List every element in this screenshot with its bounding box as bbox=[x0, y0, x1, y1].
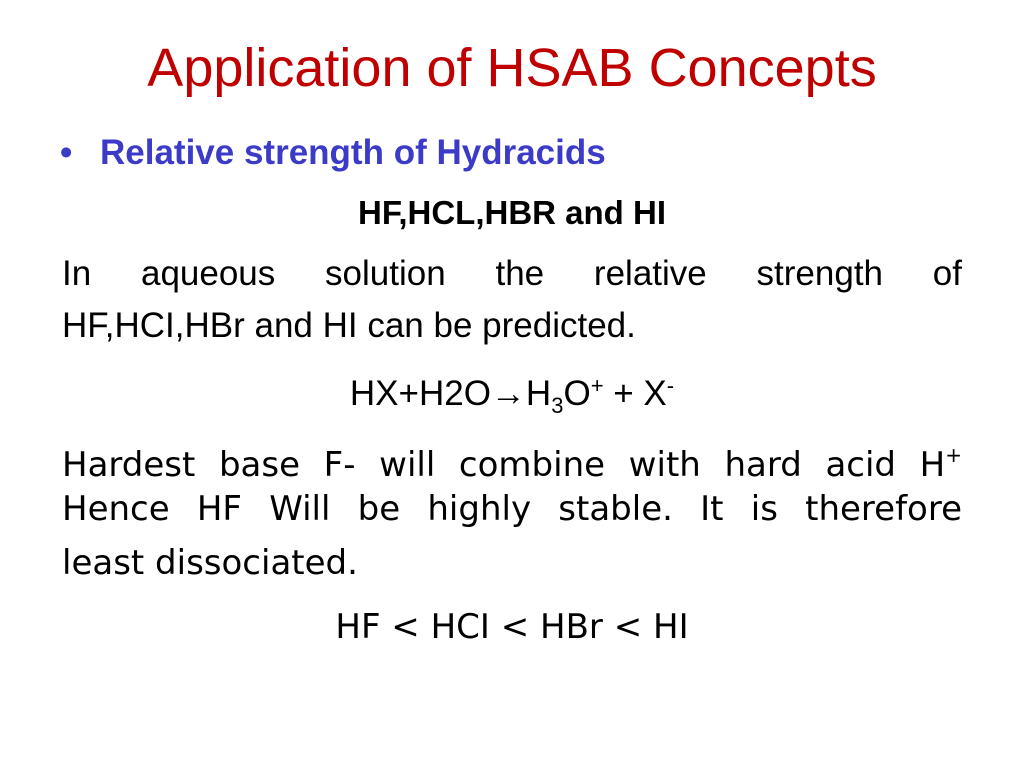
explanation-line-1-text: Hardest base F- will combine with hard acid H bbox=[62, 445, 946, 485]
bullet-text: Relative strength of Hydracids bbox=[100, 133, 606, 172]
acid-strength-order: HF < HCI < HBr < HI bbox=[335, 607, 689, 647]
equation-product1-subscript: 3 bbox=[551, 393, 564, 418]
paragraph-explanation bbox=[62, 428, 962, 590]
equation-product2-superscript: - bbox=[666, 373, 675, 398]
bullet-item bbox=[60, 130, 960, 176]
equation-product1-base: H bbox=[525, 374, 552, 413]
bullet-marker: • bbox=[60, 133, 73, 172]
paragraph-intro-line-1: In aqueous solution the relative strength of bbox=[62, 254, 962, 293]
equation-plus-x: + X bbox=[603, 374, 667, 413]
explanation-line-1-superscript: + bbox=[945, 443, 962, 467]
slide-title: Application of HSAB Concepts bbox=[147, 38, 877, 98]
paragraph-explanation-line-2: Hence HF Will be highly stable. It is therefore bbox=[62, 489, 962, 529]
reaction-arrow: → bbox=[490, 374, 526, 413]
reaction-equation bbox=[0, 362, 1024, 430]
paragraph-explanation-line-1 bbox=[62, 428, 962, 485]
paragraph-explanation-line-3: least dissociated. bbox=[62, 543, 358, 583]
paragraph-intro bbox=[62, 248, 962, 352]
equation-reactants: HX+H2O bbox=[349, 374, 491, 413]
equation-product1-superscript: + bbox=[590, 373, 604, 398]
equation-product1-mid: O bbox=[563, 374, 591, 413]
paragraph-intro-line-2: HF,HCI,HBr and HI can be predicted. bbox=[62, 306, 636, 345]
subheading: HF,HCL,HBR and HI bbox=[358, 194, 666, 231]
